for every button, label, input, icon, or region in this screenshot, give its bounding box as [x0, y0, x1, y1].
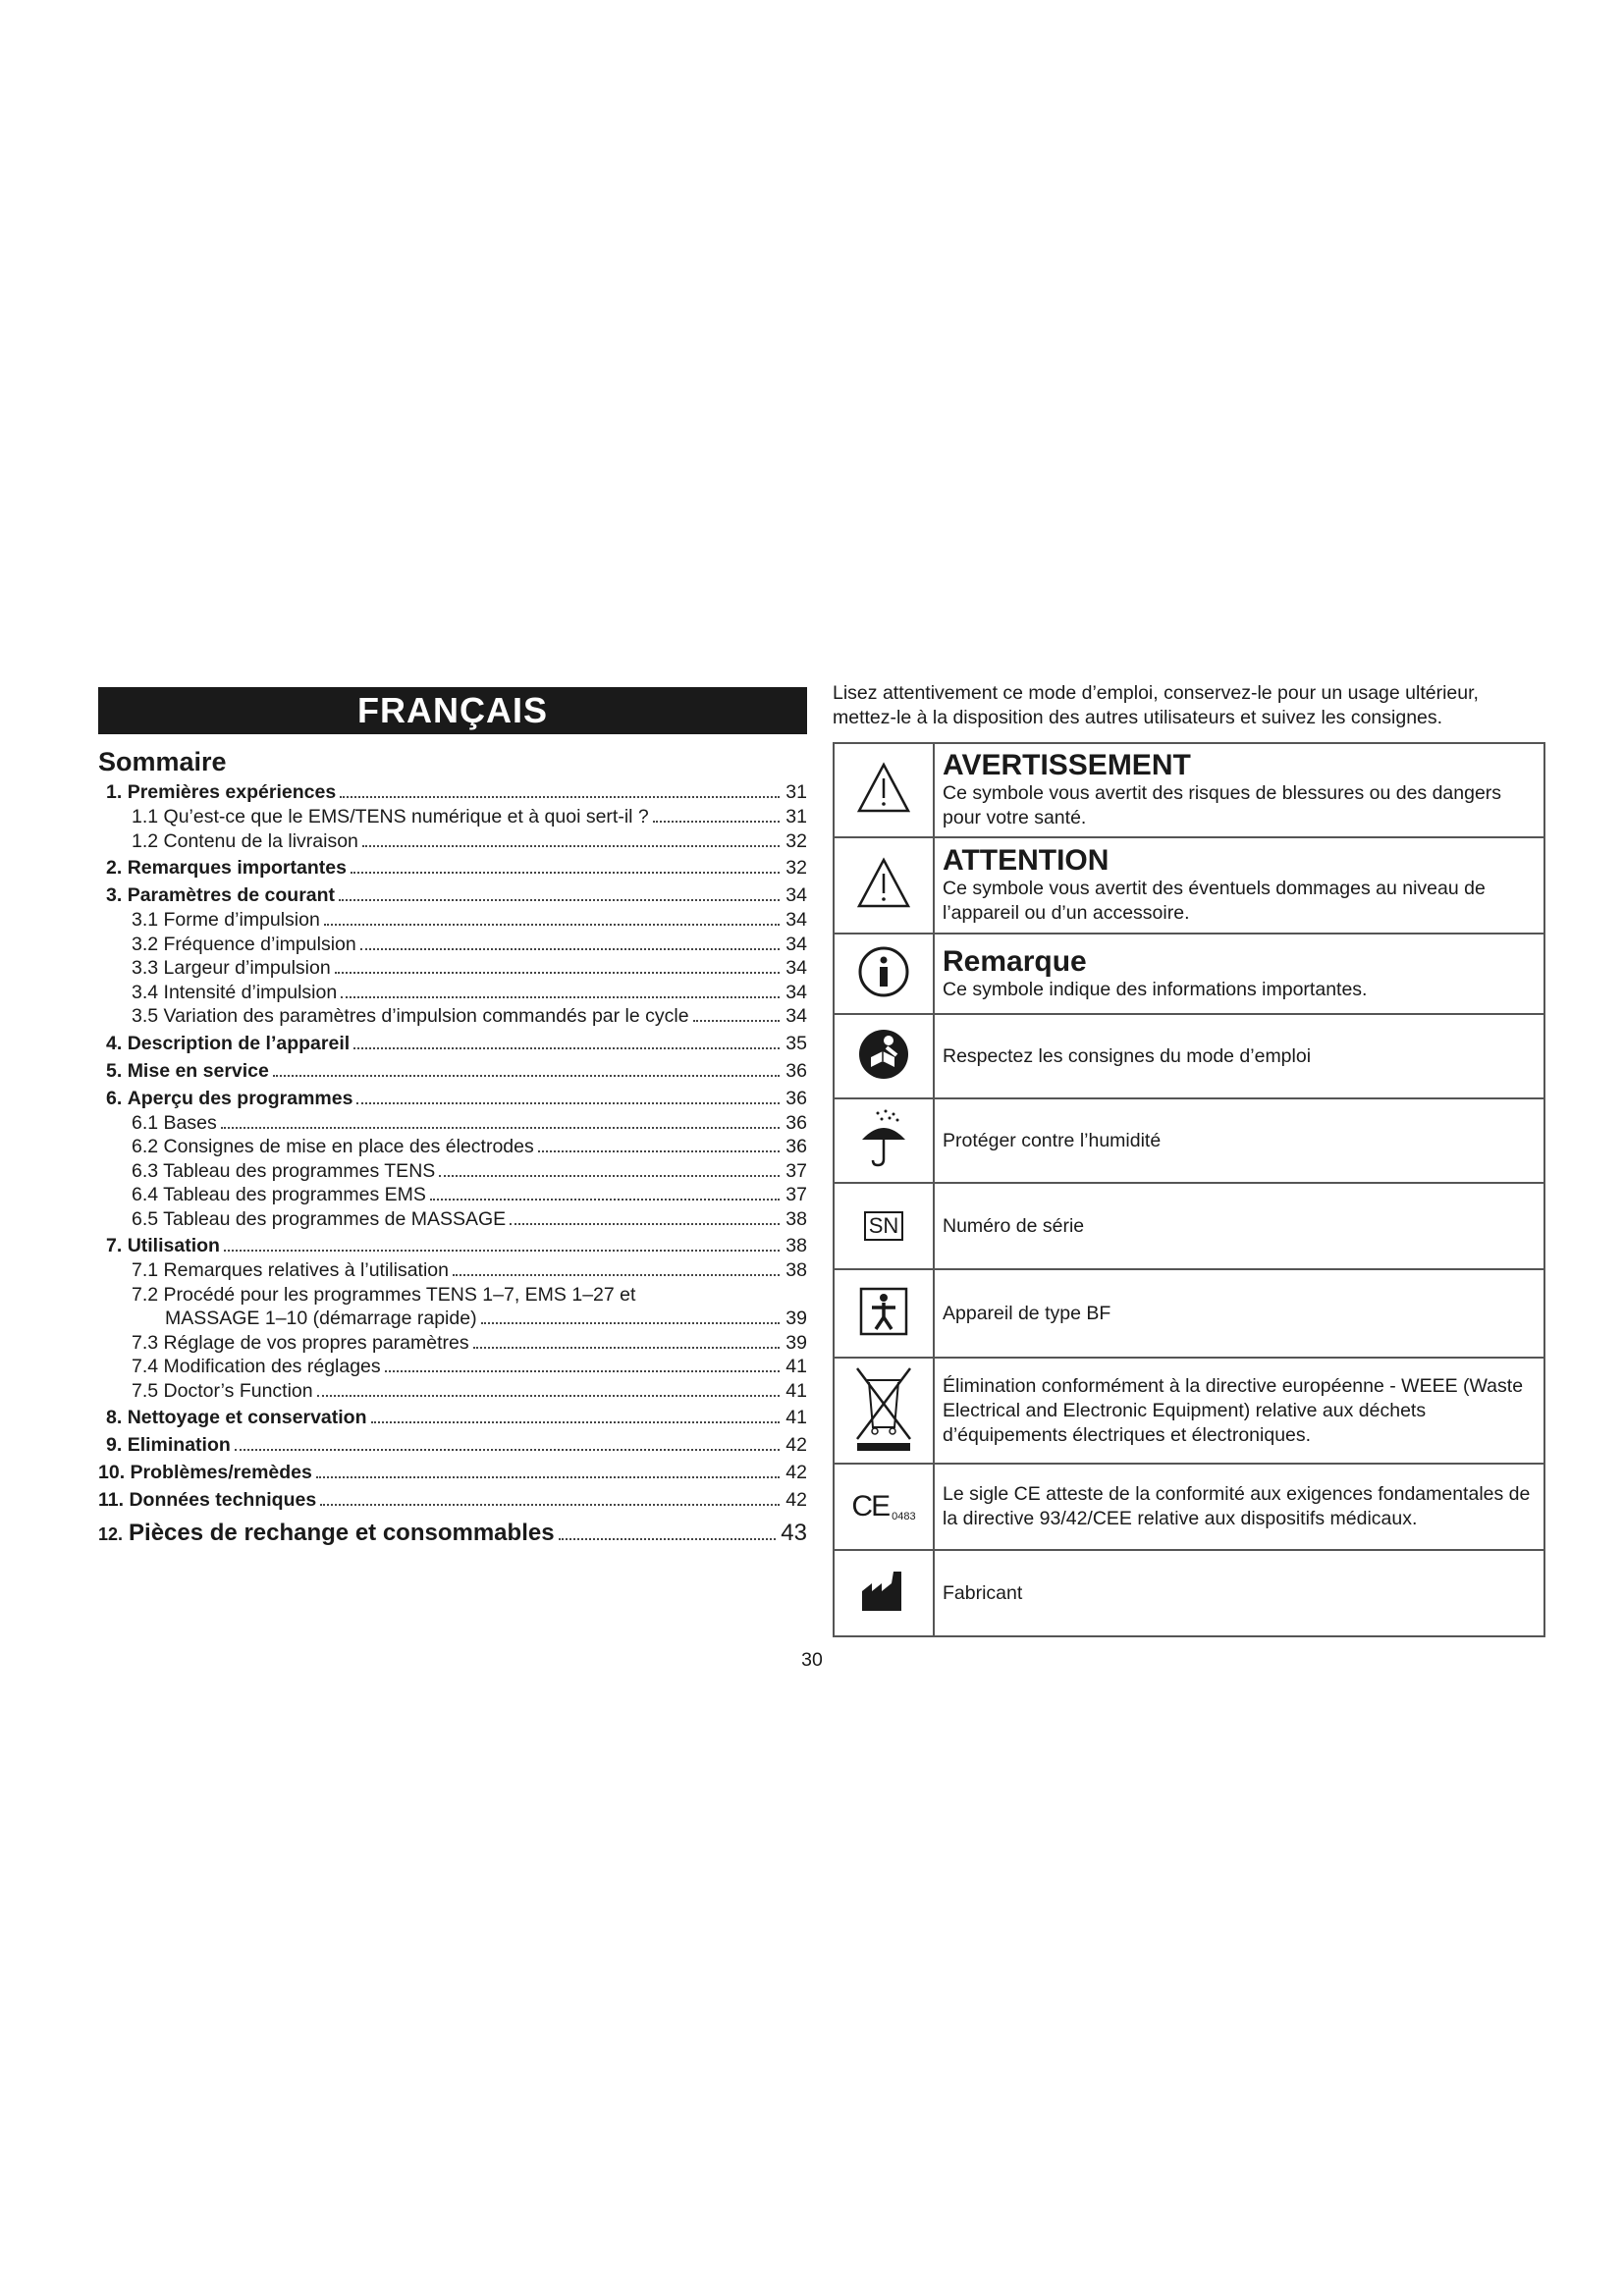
right-column	[833, 681, 1545, 1637]
symbol-heading: Remarque	[943, 944, 1087, 978]
symbol-heading: AVERTISSEMENT	[943, 749, 1191, 781]
caution-triangle-icon	[834, 837, 934, 934]
toc-entry-3[interactable]: 3. Paramètres de courant 34	[106, 884, 807, 906]
left-column	[98, 687, 807, 1549]
toc-entry-2[interactable]: 2. Remarques importantes 32	[106, 857, 807, 879]
symbol-description: Le sigle CE atteste de la conformité aux exigences fondamentales de la directive 93/42/CEE relative aux dispositifs médicaux.	[934, 1464, 1544, 1550]
symbol-description: Respectez les consignes du mode d’emploi	[934, 1014, 1544, 1098]
toc-entry-6[interactable]: 6. Aperçu des programmes 36	[106, 1087, 807, 1109]
symbol-row	[834, 1183, 1544, 1269]
manufacturer-icon	[834, 1550, 934, 1636]
symbol-description: Ce symbole indique des informations importantes.	[943, 978, 1368, 1000]
symbol-description: Ce symbole vous avertit des risques de blessures ou des dangers pour votre santé.	[943, 782, 1502, 828]
toc-entry-12[interactable]: 12. Pièces de rechange et consommables 43	[98, 1520, 807, 1546]
toc-entry-7-3[interactable]: 7.3 Réglage de vos propres paramètres 39	[132, 1331, 807, 1354]
toc-entry-1-1[interactable]: 1.1 Qu’est-ce que le EMS/TENS numérique et à quoi sert-il ? 31	[132, 806, 807, 828]
symbol-row	[834, 743, 1544, 837]
page-number: 30	[801, 1649, 823, 1671]
symbol-row	[834, 1269, 1544, 1358]
toc-entry-3-1[interactable]: 3.1 Forme d’impulsion 34	[132, 909, 807, 931]
toc-entry-10[interactable]: 10. Problèmes/remèdes 42	[98, 1462, 807, 1483]
weee-bin-icon	[834, 1358, 934, 1464]
symbol-row	[834, 1358, 1544, 1464]
toc-entry-7-4[interactable]: 7.4 Modification des réglages 41	[132, 1356, 807, 1377]
toc-entry-7-5[interactable]: 7.5 Doctor’s Function 41	[132, 1379, 807, 1402]
symbol-description: Appareil de type BF	[934, 1269, 1544, 1358]
toc-entry-6-4[interactable]: 6.4 Tableau des programmes EMS 37	[132, 1184, 807, 1205]
symbol-row	[834, 934, 1544, 1014]
toc-entry-3-2[interactable]: 3.2 Fréquence d’impulsion 34	[132, 933, 807, 955]
toc-entry-9[interactable]: 9. Elimination 42	[106, 1434, 807, 1456]
toc-entry-11[interactable]: 11. Données techniques 42	[98, 1489, 807, 1511]
symbol-description: Ce symbole vous avertit des éventuels dommages au niveau de l’appareil ou d’un accessoire.	[943, 878, 1486, 924]
intro-text: Lisez attentivement ce mode d’emploi, conservez-le pour un usage ultérieur, mettez-le à la disposition des autres utilisateurs et suivez les consignes.	[833, 682, 1479, 728]
toc-entry-3-4[interactable]: 3.4 Intensité d’impulsion 34	[132, 981, 807, 1003]
type-bf-icon	[834, 1269, 934, 1358]
toc-entry-3-3[interactable]: 3.3 Largeur d’impulsion 34	[132, 957, 807, 979]
symbol-description: Protéger contre l’humidité	[934, 1098, 1544, 1183]
toc-entry-7[interactable]: 7. Utilisation 38	[106, 1235, 807, 1256]
symbol-row	[834, 1464, 1544, 1550]
language-header: FRANÇAIS	[98, 687, 807, 734]
toc-entry-8[interactable]: 8. Nettoyage et conservation 41	[106, 1407, 807, 1428]
symbol-row	[834, 1098, 1544, 1183]
toc-entry-6-2[interactable]: 6.2 Consignes de mise en place des électrodes 36	[132, 1136, 807, 1157]
symbol-row	[834, 837, 1544, 934]
toc-entry-5[interactable]: 5. Mise en service 36	[106, 1059, 807, 1082]
symbol-description: Numéro de série	[934, 1183, 1544, 1269]
toc-entry-7-2[interactable]: 7.2 Procédé pour les programmes TENS 1–7, EMS 1–27 et MASSAGE 1–10 (démarrage rapide) 39	[132, 1283, 807, 1329]
info-icon	[834, 934, 934, 1014]
toc-entry-6-5[interactable]: 6.5 Tableau des programmes de MASSAGE 38	[132, 1207, 807, 1230]
toc-title: Sommaire	[98, 747, 227, 776]
read-manual-icon	[834, 1014, 934, 1098]
warning-triangle-icon	[834, 743, 934, 837]
serial-number-icon: SN	[834, 1183, 934, 1269]
symbols-table	[833, 742, 1545, 1637]
symbol-description: Fabricant	[934, 1550, 1544, 1636]
symbol-heading: ATTENTION	[943, 844, 1110, 877]
toc-entry-6-1[interactable]: 6.1 Bases 36	[132, 1111, 807, 1134]
symbol-description: Élimination conformément à la directive européenne - WEEE (Waste Electrical and Electronic Equipment) relative aux déchets d’équipements électriques et électroniques.	[934, 1358, 1544, 1464]
toc-entry-7-1[interactable]: 7.1 Remarques relatives à l’utilisation 38	[132, 1259, 807, 1281]
symbol-row	[834, 1550, 1544, 1636]
toc-entry-4[interactable]: 4. Description de l’appareil 35	[106, 1032, 807, 1054]
toc-entry-1[interactable]: 1. Premières expériences 31	[106, 781, 807, 803]
ce-mark-icon: CE $_{0483}$	[834, 1464, 934, 1550]
umbrella-rain-icon	[834, 1098, 934, 1183]
toc-entry-1-2[interactable]: 1.2 Contenu de la livraison 32	[132, 829, 807, 852]
toc-entry-6-3[interactable]: 6.3 Tableau des programmes TENS 37	[132, 1159, 807, 1182]
toc-entry-3-5[interactable]: 3.5 Variation des paramètres d’impulsion commandés par le cycle 34	[132, 1005, 807, 1027]
table-of-contents	[98, 780, 807, 1549]
symbol-row	[834, 1014, 1544, 1098]
